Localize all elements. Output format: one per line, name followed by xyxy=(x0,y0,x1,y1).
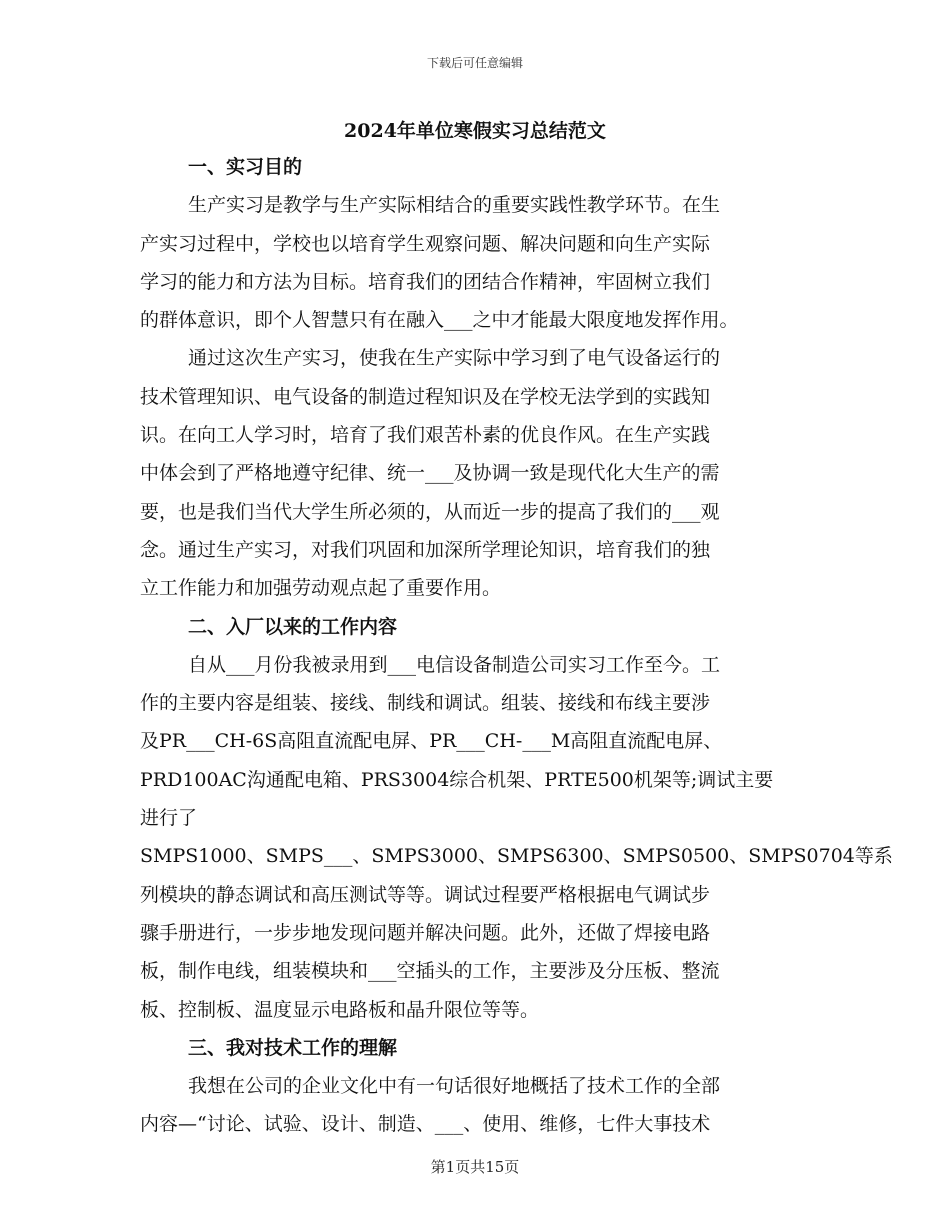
paragraph-line: 立工作能力和加强劳动观点起了重要作用。 xyxy=(140,577,502,600)
section-heading: 三、我对技术工作的理解 xyxy=(188,1036,398,1059)
paragraph-line: 板，制作电线，组装模块和___空插头的工作，主要涉及分压板、整流 xyxy=(140,960,720,983)
paragraph-line: 进行了 xyxy=(140,807,198,830)
document-title: 2024年单位寒假实习总结范文 xyxy=(344,120,606,142)
paragraph-line: 要，也是我们当代大学生所必须的，从而近一步的提高了我们的___观 xyxy=(140,500,720,523)
paragraph-line: 及PR___CH-6S高阻直流配电屏、PR___CH-___M高阻直流配电屏、 xyxy=(140,730,723,753)
paragraph-line: 识。在向工人学习时，培育了我们艰苦朴素的优良作风。在生产实践 xyxy=(140,424,711,447)
paragraph-line: 中体会到了严格地遵守纪律、统一___及协调一致是现代化大生产的需 xyxy=(140,462,720,485)
paragraph-line: SMPS1000、SMPS___、SMPS3000、SMPS6300、SMPS0500、SMPS0704等系 xyxy=(140,845,893,868)
paragraph-line: 内容—“讨论、试验、设计、制造、___、使用、维修，七件大事技术 xyxy=(140,1113,711,1136)
paragraph-line: 生产实习是教学与生产实际相结合的重要实践性教学环节。在生 xyxy=(188,194,721,217)
paragraph-line: 作的主要内容是组装、接线、制线和调试。组装、接线和布线主要涉 xyxy=(140,692,711,715)
paragraph-line: 自从___月份我被录用到___电信设备制造公司实习工作至今。工 xyxy=(188,653,721,676)
paragraph-line: 骤手册进行，一步步地发现问题并解决问题。此外，还做了焊接电路 xyxy=(140,921,711,944)
page-footer: 第1页共15页 xyxy=(430,1158,520,1176)
paragraph-line: 产实习过程中，学校也以培育学生观察问题、解决问题和向生产实际 xyxy=(140,232,711,255)
paragraph-line: 念。通过生产实习，对我们巩固和加深所学理论知识，培育我们的独 xyxy=(140,538,711,561)
section-heading: 二、入厂以来的工作内容 xyxy=(188,615,398,638)
paragraph-line: 通过这次生产实习，使我在生产实际中学习到了电气设备运行的 xyxy=(188,347,721,370)
section-heading: 一、实习目的 xyxy=(188,156,303,178)
paragraph-line: 我想在公司的企业文化中有一句话很好地概括了技术工作的全部 xyxy=(188,1075,721,1098)
paragraph-line: 的群体意识，即个人智慧只有在融入___之中才能最大限度地发挥作用。 xyxy=(140,309,739,332)
paragraph-line: PRD100AC沟通配电箱、PRS3004综合机架、PRTE500机架等;调试主要 xyxy=(140,768,774,791)
paragraph-line: 板、控制板、温度显示电路板和晶升限位等等。 xyxy=(140,998,540,1021)
page-header: 下载后可任意编辑 xyxy=(426,56,523,70)
paragraph-line: 学习的能力和方法为目标。培育我们的团结合作精神，牢固树立我们 xyxy=(140,270,711,293)
paragraph-line: 技术管理知识、电气设备的制造过程知识及在学校无法学到的实践知 xyxy=(140,385,711,408)
document-body xyxy=(140,148,893,1144)
paragraph-line: 列模块的静态调试和高压测试等等。调试过程要严格根据电气调试步 xyxy=(140,883,711,906)
